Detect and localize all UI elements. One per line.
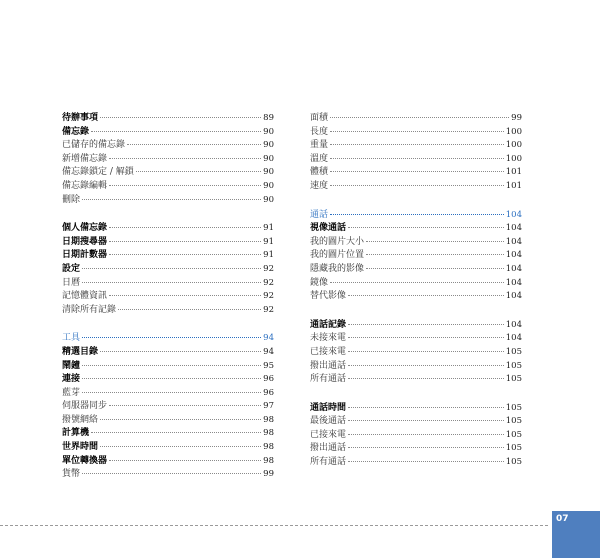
toc-entry[interactable] <box>62 153 274 167</box>
toc-entry[interactable] <box>62 180 274 194</box>
toc-entry[interactable] <box>310 415 522 429</box>
toc-entry-title: 貨幣 <box>62 469 81 480</box>
dot-leader <box>109 295 261 296</box>
toc-entry[interactable] <box>62 290 274 304</box>
toc-entry[interactable] <box>310 442 522 456</box>
toc-entry[interactable] <box>310 263 522 277</box>
toc-entry-page: 94 <box>263 333 274 344</box>
toc-entry-page: 100 <box>505 126 522 137</box>
toc-entry[interactable] <box>310 126 522 140</box>
toc-entry[interactable] <box>310 180 522 194</box>
toc-entry[interactable] <box>62 414 274 428</box>
toc-entry-page: 92 <box>263 263 274 274</box>
toc-entry-page: 98 <box>263 414 274 425</box>
toc-entry[interactable] <box>310 112 522 126</box>
toc-entry-title: 記憶體資訊 <box>62 291 108 302</box>
dot-leader <box>82 282 261 283</box>
toc-entry-page: 90 <box>263 126 274 137</box>
toc-entry[interactable] <box>310 456 522 470</box>
toc-entry-title: 單位轉換器 <box>62 455 108 466</box>
toc-entry-title: 伺服器同步 <box>62 401 108 412</box>
toc-entry[interactable] <box>310 166 522 180</box>
toc-entry[interactable] <box>310 222 522 236</box>
dot-leader <box>330 282 504 283</box>
toc-entry[interactable] <box>62 468 274 482</box>
toc-entry-title: 鬧鐘 <box>62 360 81 371</box>
dot-leader <box>109 460 261 461</box>
toc-entry[interactable] <box>310 249 522 263</box>
toc-entry-page: 98 <box>263 428 274 439</box>
toc-entry-page: 105 <box>505 457 522 468</box>
dot-leader <box>91 131 261 132</box>
toc-entry-title: 備忘錄鎖定 / 解鎖 <box>62 167 134 178</box>
dot-leader <box>330 185 504 186</box>
dot-leader <box>366 241 504 242</box>
toc-entry[interactable] <box>62 166 274 180</box>
toc-entry-title: 工具 <box>62 333 81 344</box>
toc-entry-page: 98 <box>263 442 274 453</box>
toc-entry[interactable] <box>310 139 522 153</box>
toc-entry-page: 105 <box>505 429 522 440</box>
dot-leader <box>330 117 509 118</box>
toc-entry[interactable] <box>310 319 522 333</box>
dot-leader <box>109 158 261 159</box>
toc-entry-title: 速度 <box>310 180 329 191</box>
toc-entry-title: 所有通話 <box>310 457 347 468</box>
toc-entry-page: 100 <box>505 153 522 164</box>
toc-entry-title: 我的圖片大小 <box>310 236 365 247</box>
page-number-tab <box>552 511 600 558</box>
toc-entry-page: 96 <box>263 374 274 385</box>
dot-leader <box>366 268 504 269</box>
dot-leader <box>348 434 504 435</box>
toc-entry[interactable] <box>62 360 274 374</box>
toc-entry[interactable] <box>62 236 274 250</box>
dot-leader <box>127 144 261 145</box>
dot-leader <box>91 432 261 433</box>
toc-group <box>310 112 522 194</box>
toc-group <box>62 222 274 317</box>
dot-leader <box>82 392 261 393</box>
toc-entry-title: 未接來電 <box>310 333 347 344</box>
toc-entry-page: 105 <box>505 374 522 385</box>
dot-leader <box>82 378 261 379</box>
toc-entry-page: 104 <box>505 291 522 302</box>
toc-group <box>310 209 522 304</box>
dot-leader <box>82 365 261 366</box>
dot-leader <box>109 185 261 186</box>
dot-leader <box>348 420 504 421</box>
toc-entry-page: 105 <box>505 346 522 357</box>
toc-entry-page: 91 <box>263 223 274 234</box>
toc-entry-page: 104 <box>505 209 522 220</box>
dot-leader <box>118 309 261 310</box>
dot-leader <box>82 268 261 269</box>
toc-entry-page: 100 <box>505 140 522 151</box>
toc-entry-title: 設定 <box>62 263 81 274</box>
toc-entry-page: 104 <box>505 223 522 234</box>
toc-entry[interactable] <box>62 346 274 360</box>
toc-entry-title: 日曆 <box>62 277 81 288</box>
toc-entry[interactable] <box>62 427 274 441</box>
toc-entry-page: 99 <box>511 113 522 123</box>
dot-leader <box>100 351 261 352</box>
dot-leader <box>348 324 504 325</box>
toc-entry-title: 通話時間 <box>310 402 347 413</box>
dot-leader <box>136 171 261 172</box>
toc-entry-title: 體積 <box>310 167 329 178</box>
toc-entry-page: 99 <box>263 469 274 480</box>
toc-entry-title: 替代影像 <box>310 291 347 302</box>
toc-entry[interactable] <box>310 429 522 443</box>
dot-leader <box>109 227 261 228</box>
toc-section-heading[interactable] <box>310 209 522 223</box>
toc-entry[interactable] <box>62 400 274 414</box>
toc-entry-page: 90 <box>263 194 274 205</box>
dot-leader <box>100 419 261 420</box>
toc-entry-page: 90 <box>263 153 274 164</box>
toc-group <box>62 332 274 482</box>
toc-entry[interactable] <box>310 236 522 250</box>
toc-entry-title: 計算機 <box>62 428 90 439</box>
dot-leader <box>82 337 261 338</box>
toc-entry-title: 清除所有記錄 <box>62 304 117 315</box>
dot-leader <box>100 446 261 447</box>
dot-leader <box>109 254 261 255</box>
dot-leader <box>330 144 504 145</box>
toc-entry-page: 97 <box>263 401 274 412</box>
toc-entry-title: 世界時間 <box>62 442 99 453</box>
toc-entry[interactable] <box>310 346 522 360</box>
toc-entry[interactable] <box>310 360 522 374</box>
toc-entry[interactable] <box>310 332 522 346</box>
toc-entry-page: 104 <box>505 250 522 261</box>
toc-entry-page: 92 <box>263 291 274 302</box>
toc-entry-title: 備忘錄 <box>62 126 90 137</box>
toc-entry-title: 已接來電 <box>310 346 347 357</box>
toc-group <box>310 402 522 470</box>
dot-leader <box>348 365 504 366</box>
dot-leader <box>348 351 504 352</box>
toc-entry[interactable] <box>62 222 274 236</box>
toc-entry-title: 隱藏我的影像 <box>310 263 365 274</box>
toc-entry-title: 視像通話 <box>310 223 347 234</box>
toc-entry[interactable] <box>62 194 274 208</box>
toc-entry-page: 90 <box>263 180 274 191</box>
toc-entry-title: 重量 <box>310 140 329 151</box>
toc-entry-title: 最後通話 <box>310 416 347 427</box>
toc-entry[interactable] <box>62 441 274 455</box>
toc-entry-page: 105 <box>505 402 522 413</box>
toc-entry-title: 備忘錄編輯 <box>62 180 108 191</box>
toc-entry[interactable] <box>310 290 522 304</box>
dot-leader <box>348 337 504 338</box>
toc-entry-page: 104 <box>505 263 522 274</box>
toc-entry-title: 已儲存的備忘錄 <box>62 140 126 151</box>
dot-leader <box>348 461 504 462</box>
dot-leader <box>348 378 504 379</box>
toc-entry-title: 通話 <box>310 209 329 220</box>
dot-leader <box>366 254 504 255</box>
toc-entry-title: 日期搜尋器 <box>62 236 108 247</box>
toc-entry-page: 104 <box>505 236 522 247</box>
toc-entry-title: 精選目錄 <box>62 346 99 357</box>
dot-leader <box>348 295 504 296</box>
toc-entry-title: 已接來電 <box>310 429 347 440</box>
toc-entry-title: 撥出通話 <box>310 360 347 371</box>
toc-entry-title: 連接 <box>62 374 81 385</box>
toc-entry-page: 101 <box>505 180 522 191</box>
toc-entry-title: 通話記錄 <box>310 319 347 330</box>
toc-entry[interactable] <box>62 304 274 318</box>
toc-entry[interactable] <box>62 249 274 263</box>
toc-entry-page: 105 <box>505 416 522 427</box>
dot-leader <box>82 473 261 474</box>
dot-leader <box>100 117 261 118</box>
dot-leader <box>109 241 261 242</box>
toc-entry-title: 個人備忘錄 <box>62 223 108 234</box>
dot-leader <box>330 158 504 159</box>
toc-entry[interactable] <box>62 373 274 387</box>
toc-entry-page: 89 <box>263 113 274 123</box>
dot-leader <box>330 214 504 215</box>
toc-entry-title: 待辦事項 <box>62 113 99 123</box>
toc-entry-title: 鏡像 <box>310 277 329 288</box>
toc-entry-page: 104 <box>505 333 522 344</box>
toc-right-column <box>310 112 522 485</box>
dot-leader <box>330 131 504 132</box>
toc-entry-page: 92 <box>263 277 274 288</box>
toc-entry[interactable] <box>310 373 522 387</box>
toc-entry-page: 90 <box>263 167 274 178</box>
toc-group <box>62 112 274 207</box>
toc-entry-page: 92 <box>263 304 274 315</box>
toc-section-heading[interactable] <box>62 332 274 346</box>
toc-entry-title: 撥號網絡 <box>62 414 99 425</box>
toc-entry[interactable] <box>310 277 522 291</box>
toc-entry[interactable] <box>310 153 522 167</box>
toc-entry[interactable] <box>62 112 274 126</box>
toc-entry[interactable] <box>62 126 274 140</box>
toc-left-column <box>62 112 274 497</box>
toc-entry-page: 96 <box>263 387 274 398</box>
toc-entry-title: 長度 <box>310 126 329 137</box>
dot-leader <box>82 199 261 200</box>
footer-dashed-divider <box>0 525 548 526</box>
toc-entry[interactable] <box>62 139 274 153</box>
toc-entry-title: 面積 <box>310 113 329 123</box>
dot-leader <box>348 407 504 408</box>
toc-entry-title: 溫度 <box>310 153 329 164</box>
toc-entry-page: 95 <box>263 360 274 371</box>
dot-leader <box>330 171 504 172</box>
page-number: 07 <box>556 514 569 524</box>
toc-entry-page: 105 <box>505 443 522 454</box>
toc-entry-title: 刪除 <box>62 194 81 205</box>
toc-entry-page: 101 <box>505 167 522 178</box>
toc-entry-page: 104 <box>505 319 522 330</box>
toc-entry[interactable] <box>62 455 274 469</box>
toc-entry[interactable] <box>62 387 274 401</box>
toc-entry-page: 91 <box>263 236 274 247</box>
toc-entry-page: 104 <box>505 277 522 288</box>
toc-entry-page: 94 <box>263 346 274 357</box>
toc-entry-page: 105 <box>505 360 522 371</box>
toc-entry-page: 90 <box>263 140 274 151</box>
toc-entry[interactable] <box>310 402 522 416</box>
toc-entry-title: 我的圖片位置 <box>310 250 365 261</box>
toc-entry[interactable] <box>62 277 274 291</box>
toc-entry-title: 新增備忘錄 <box>62 153 108 164</box>
toc-entry-title: 所有通話 <box>310 374 347 385</box>
toc-entry-page: 91 <box>263 250 274 261</box>
toc-group <box>310 319 522 387</box>
dot-leader <box>109 405 261 406</box>
toc-entry-title: 日期計數器 <box>62 250 108 261</box>
toc-entry-page: 98 <box>263 455 274 466</box>
dot-leader <box>348 227 504 228</box>
toc-entry[interactable] <box>62 263 274 277</box>
toc-entry-title: 撥出通話 <box>310 443 347 454</box>
toc-entry-title: 藍芽 <box>62 387 81 398</box>
dot-leader <box>348 447 504 448</box>
